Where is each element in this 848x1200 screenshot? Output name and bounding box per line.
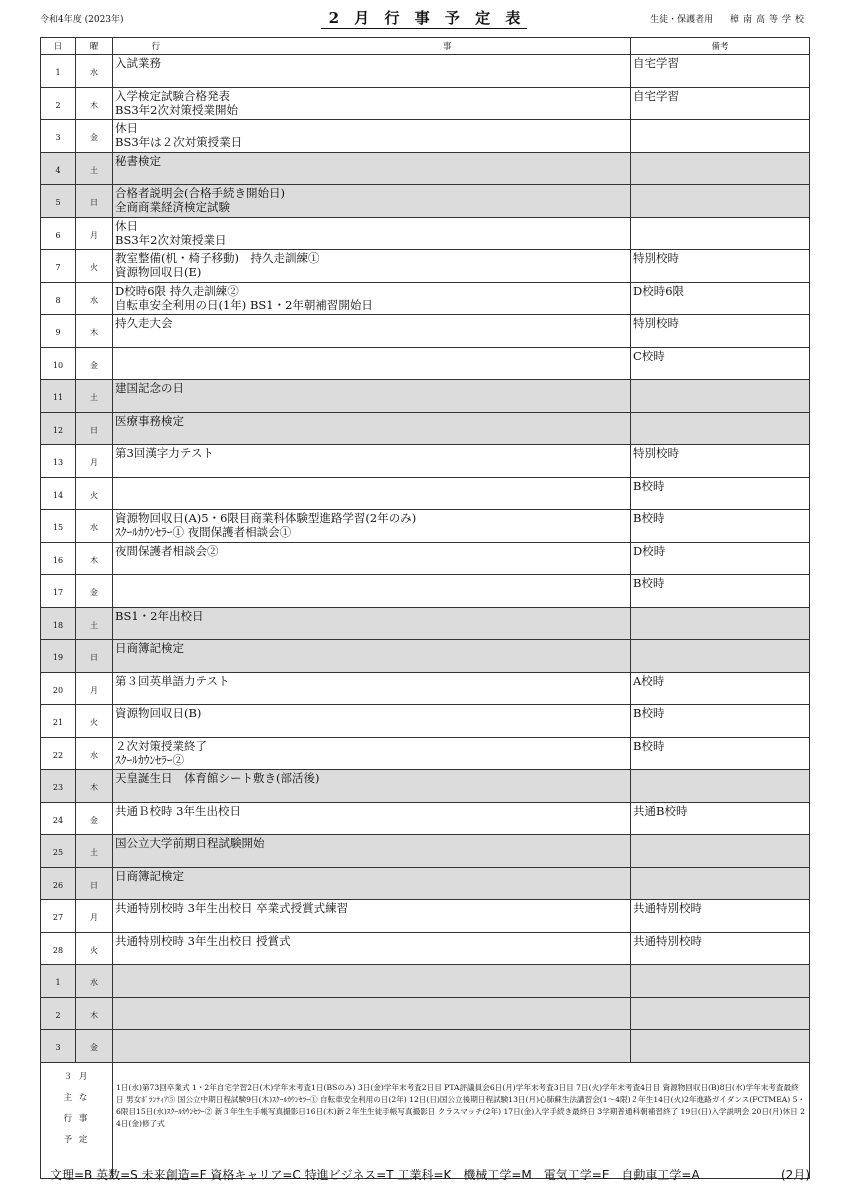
event-line: 共通特別校時 3年生出校日 授賞式 bbox=[115, 933, 291, 948]
event-line: 医療事務検定 bbox=[115, 413, 184, 428]
table-row bbox=[41, 932, 810, 965]
day-cell: 13 bbox=[41, 445, 76, 478]
event-line: 教室整備(机・椅子移動) 持久走訓練① bbox=[115, 251, 320, 265]
day-cell: 12 bbox=[41, 412, 76, 445]
event-line: 資源物回収日(A)5・6限目商業科体験型進路学習(2年のみ) bbox=[115, 511, 417, 525]
table-row bbox=[41, 705, 810, 738]
table-header-row bbox=[41, 38, 810, 55]
event-line: 建国記念の日 bbox=[115, 381, 184, 395]
table-row bbox=[41, 250, 810, 283]
day-cell: 25 bbox=[41, 835, 76, 868]
day-cell: 3 bbox=[41, 1030, 76, 1063]
table-row bbox=[41, 347, 810, 380]
table-row bbox=[41, 997, 810, 1030]
events-column-header: 行 事 bbox=[113, 38, 631, 55]
weekday-cell: 日 bbox=[76, 640, 113, 673]
events-cell bbox=[113, 737, 631, 770]
march-events-row bbox=[41, 1062, 810, 1178]
events-cell bbox=[113, 250, 631, 283]
weekday-cell: 金 bbox=[76, 120, 113, 153]
notes-cell bbox=[631, 997, 810, 1030]
event-line: 合格者説明会(合格手続き開始日) bbox=[115, 186, 285, 200]
table-row bbox=[41, 835, 810, 868]
notes-cell: 共通特別校時 bbox=[631, 900, 810, 933]
notes-cell: D校時6限 bbox=[631, 282, 810, 315]
weekday-cell: 日 bbox=[76, 867, 113, 900]
weekday-cell: 火 bbox=[76, 250, 113, 283]
day-cell: 19 bbox=[41, 640, 76, 673]
table-row bbox=[41, 185, 810, 218]
events-cell bbox=[113, 380, 631, 413]
weekday-cell: 木 bbox=[76, 997, 113, 1030]
course-legend: 文理=B 英数=S 未来創造=F 資格キャリア=C 特進ビジネス=T 工業科=K 機械工学=M 電気工学=E 自動車工学=A bbox=[50, 1168, 700, 1182]
weekday-cell: 金 bbox=[76, 575, 113, 608]
table-row bbox=[41, 152, 810, 185]
header-right bbox=[650, 14, 808, 34]
table-row bbox=[41, 120, 810, 153]
day-cell: 26 bbox=[41, 867, 76, 900]
day-column-header: 日 bbox=[41, 38, 76, 55]
events-cell bbox=[113, 965, 631, 998]
day-cell: 28 bbox=[41, 932, 76, 965]
events-cell bbox=[113, 347, 631, 380]
era-year: 令和4年度 bbox=[40, 15, 82, 25]
table-row bbox=[41, 282, 810, 315]
event-line: 第3回漢字力テスト bbox=[115, 446, 214, 460]
weekday-cell: 金 bbox=[76, 802, 113, 835]
notes-cell: 特別校時 bbox=[631, 315, 810, 348]
table-row bbox=[41, 477, 810, 510]
event-line: 秘書検定 bbox=[115, 153, 161, 168]
events-cell bbox=[113, 477, 631, 510]
notes-cell bbox=[631, 1030, 810, 1063]
march-label-line: ３ 月 bbox=[63, 1071, 90, 1082]
day-cell: 1 bbox=[41, 55, 76, 88]
event-line: 持久走大会 bbox=[115, 316, 173, 330]
notes-cell: B校時 bbox=[631, 575, 810, 608]
day-cell: 21 bbox=[41, 705, 76, 738]
weekday-cell: 水 bbox=[76, 965, 113, 998]
event-line: 資源物回収日(B) bbox=[115, 706, 202, 720]
march-label-line: 予 定 bbox=[63, 1134, 90, 1145]
event-line: 自転車安全利用の日(1年) BS1・2年朝補習開始日 bbox=[115, 297, 373, 312]
day-cell: 16 bbox=[41, 542, 76, 575]
notes-cell: 特別校時 bbox=[631, 445, 810, 478]
weekday-cell: 土 bbox=[76, 152, 113, 185]
day-cell: 2 bbox=[41, 87, 76, 120]
school-name: 樟南高等学校 bbox=[729, 15, 808, 25]
day-cell: 23 bbox=[41, 770, 76, 803]
event-line: 国公立大学前期日程試験開始 bbox=[115, 836, 265, 850]
event-line: ｽｸｰﾙｶｳﾝｾﾗｰ① 夜間保護者相談会① bbox=[115, 525, 292, 539]
day-cell: 7 bbox=[41, 250, 76, 283]
table-row bbox=[41, 965, 810, 998]
table-row bbox=[41, 87, 810, 120]
notes-cell: 特別校時 bbox=[631, 250, 810, 283]
notes-cell bbox=[631, 217, 810, 250]
notes-cell: B校時 bbox=[631, 737, 810, 770]
weekday-cell: 木 bbox=[76, 87, 113, 120]
notes-cell: D校時 bbox=[631, 542, 810, 575]
title-text: 2 月 行 事 予 定 表 bbox=[321, 9, 528, 29]
day-cell: 18 bbox=[41, 607, 76, 640]
table-row bbox=[41, 607, 810, 640]
event-line: 全商商業経済検定試験 bbox=[115, 200, 230, 214]
weekday-cell: 水 bbox=[76, 55, 113, 88]
event-line: ｽｸｰﾙｶｳﾝｾﾗｰ② bbox=[115, 752, 184, 767]
event-line: 日商簿記検定 bbox=[115, 641, 184, 655]
day-cell: 6 bbox=[41, 217, 76, 250]
footer bbox=[50, 1166, 810, 1183]
events-cell bbox=[113, 120, 631, 153]
table-row bbox=[41, 770, 810, 803]
weekday-cell: 火 bbox=[76, 477, 113, 510]
weekday-cell: 木 bbox=[76, 770, 113, 803]
day-cell: 20 bbox=[41, 672, 76, 705]
table-row bbox=[41, 445, 810, 478]
day-cell: 10 bbox=[41, 347, 76, 380]
table-row bbox=[41, 412, 810, 445]
table-row bbox=[41, 575, 810, 608]
weekday-cell: 月 bbox=[76, 672, 113, 705]
notes-cell: 自宅学習 bbox=[631, 87, 810, 120]
march-label bbox=[41, 1062, 113, 1178]
weekday-cell: 月 bbox=[76, 900, 113, 933]
events-cell bbox=[113, 282, 631, 315]
notes-cell bbox=[631, 412, 810, 445]
table-row bbox=[41, 867, 810, 900]
notes-cell: C校時 bbox=[631, 347, 810, 380]
event-line: BS3年2次対策授業開始 bbox=[115, 102, 238, 117]
events-cell bbox=[113, 770, 631, 803]
event-line: 休日 bbox=[115, 218, 138, 233]
notes-cell bbox=[631, 607, 810, 640]
day-cell: 3 bbox=[41, 120, 76, 153]
event-line: 共通特別校時 3年生出校日 卒業式授賞式練習 bbox=[115, 901, 349, 915]
table-row bbox=[41, 802, 810, 835]
event-line: BS1・2年出校日 bbox=[115, 608, 204, 623]
calendar-year: (2023年) bbox=[84, 15, 124, 25]
table-row bbox=[41, 1030, 810, 1063]
day-cell: 2 bbox=[41, 997, 76, 1030]
weekday-cell: 土 bbox=[76, 380, 113, 413]
weekday-cell: 金 bbox=[76, 347, 113, 380]
weekday-cell: 月 bbox=[76, 217, 113, 250]
notes-cell: 共通特別校時 bbox=[631, 932, 810, 965]
weekday-cell: 日 bbox=[76, 185, 113, 218]
events-cell bbox=[113, 315, 631, 348]
day-cell: 27 bbox=[41, 900, 76, 933]
event-line: 天皇誕生日 体育館シート敷き(部活後) bbox=[115, 771, 320, 785]
day-cell: 1 bbox=[41, 965, 76, 998]
events-cell bbox=[113, 445, 631, 478]
events-cell bbox=[113, 217, 631, 250]
event-line: BS3年2次対策授業日 bbox=[115, 232, 227, 247]
notes-cell bbox=[631, 640, 810, 673]
events-cell bbox=[113, 1030, 631, 1063]
table-row bbox=[41, 510, 810, 543]
weekday-cell: 月 bbox=[76, 445, 113, 478]
notes-cell bbox=[631, 867, 810, 900]
events-cell bbox=[113, 900, 631, 933]
weekday-cell: 木 bbox=[76, 315, 113, 348]
events-cell bbox=[113, 542, 631, 575]
notes-cell: 自宅学習 bbox=[631, 55, 810, 88]
event-line: BS3年は２次対策授業日 bbox=[115, 135, 243, 149]
event-line: 夜間保護者相談会② bbox=[115, 543, 219, 558]
events-cell bbox=[113, 997, 631, 1030]
notes-cell: 共通B校時 bbox=[631, 802, 810, 835]
notes-cell bbox=[631, 835, 810, 868]
day-cell: 9 bbox=[41, 315, 76, 348]
weekday-cell: 水 bbox=[76, 282, 113, 315]
day-cell: 24 bbox=[41, 802, 76, 835]
march-label-line: 主 な bbox=[63, 1092, 90, 1103]
weekday-cell: 土 bbox=[76, 835, 113, 868]
notes-cell bbox=[631, 120, 810, 153]
weekday-cell: 水 bbox=[76, 737, 113, 770]
events-cell bbox=[113, 932, 631, 965]
day-cell: 15 bbox=[41, 510, 76, 543]
events-cell bbox=[113, 705, 631, 738]
events-cell bbox=[113, 575, 631, 608]
event-line: 第３回英単語力テスト bbox=[115, 673, 230, 688]
weekday-cell: 金 bbox=[76, 1030, 113, 1063]
table-row bbox=[41, 640, 810, 673]
events-cell bbox=[113, 640, 631, 673]
notes-cell bbox=[631, 185, 810, 218]
weekday-cell: 水 bbox=[76, 510, 113, 543]
table-row bbox=[41, 217, 810, 250]
events-cell bbox=[113, 412, 631, 445]
weekday-column-header: 曜 bbox=[76, 38, 113, 55]
table-row bbox=[41, 315, 810, 348]
event-line: 休日 bbox=[115, 121, 138, 135]
weekday-cell: 日 bbox=[76, 412, 113, 445]
notes-column-header: 備考 bbox=[631, 38, 810, 55]
events-cell bbox=[113, 607, 631, 640]
events-cell bbox=[113, 152, 631, 185]
weekday-cell: 土 bbox=[76, 607, 113, 640]
notes-cell bbox=[631, 152, 810, 185]
events-cell bbox=[113, 55, 631, 88]
march-events-text: 1日(水)第73回卒業式 1・2年自宅学習2日(木)学年末考査1日(BSのみ) 3日(金)学年末考査2日目 PTA評議員会6日(月)学年末考査3日目 7日(火)学年末考査4日目 資源物回収日(B)8日(水)学年末考査最終日 男女ﾎﾞﾗﾝﾃｨｱ⑤ 国公立中期日程試験9日(木)ｽｸｰﾙｶｳﾝｾﾗｰ① 自転車安全利用の日(2年) 12日(日)国公立後期日程試験13日(月)心肺蘇生法講習会(1～4限)２年生14日(火)2年進路ガイダンス(FCTMEA) 5・6限目15日(水)ｽｸｰﾙｶｳﾝｾﾗｰ② 新３年生生手帳写真撮影日16日(木)新２年生生徒手帳写真撮影日 クラスマッチ(2年) 17日(金)入学手続き最終日 3学期普通科朝補習終了 19日(日)入学説明会 20日(月)休日 24日(金)修了式 bbox=[113, 1062, 810, 1178]
events-cell bbox=[113, 867, 631, 900]
notes-cell bbox=[631, 965, 810, 998]
notes-cell: A校時 bbox=[631, 672, 810, 705]
events-cell bbox=[113, 835, 631, 868]
event-line: 入学検定試験合格発表 bbox=[115, 88, 230, 103]
notes-cell bbox=[631, 380, 810, 413]
events-cell bbox=[113, 672, 631, 705]
events-cell bbox=[113, 185, 631, 218]
schedule-table bbox=[40, 37, 810, 1179]
table-row bbox=[41, 380, 810, 413]
event-line: 入試業務 bbox=[115, 56, 161, 70]
events-cell bbox=[113, 802, 631, 835]
day-cell: 8 bbox=[41, 282, 76, 315]
events-cell bbox=[113, 510, 631, 543]
weekday-cell: 木 bbox=[76, 542, 113, 575]
notes-cell bbox=[631, 770, 810, 803]
day-cell: 14 bbox=[41, 477, 76, 510]
audience-label: 生徒・保護者用 bbox=[650, 15, 714, 25]
table-row bbox=[41, 55, 810, 88]
weekday-cell: 火 bbox=[76, 932, 113, 965]
events-cell bbox=[113, 87, 631, 120]
march-label-line: 行 事 bbox=[63, 1113, 90, 1124]
table-row bbox=[41, 900, 810, 933]
table-row bbox=[41, 542, 810, 575]
notes-cell: B校時 bbox=[631, 477, 810, 510]
day-cell: 5 bbox=[41, 185, 76, 218]
day-cell: 17 bbox=[41, 575, 76, 608]
event-line: 共通Ｂ校時 3年生出校日 bbox=[115, 803, 241, 818]
event-line: 資源物回収日(E) bbox=[115, 265, 202, 279]
table-row bbox=[41, 672, 810, 705]
weekday-cell: 火 bbox=[76, 705, 113, 738]
event-line: D校時6限 持久走訓練② bbox=[115, 283, 239, 298]
notes-cell: B校時 bbox=[631, 510, 810, 543]
day-cell: 11 bbox=[41, 380, 76, 413]
event-line: ２次対策授業終了 bbox=[115, 738, 207, 753]
table-row bbox=[41, 737, 810, 770]
notes-cell: B校時 bbox=[631, 705, 810, 738]
page-label: (2月) bbox=[781, 1168, 810, 1182]
day-cell: 22 bbox=[41, 737, 76, 770]
day-cell: 4 bbox=[41, 152, 76, 185]
event-line: 日商簿記検定 bbox=[115, 868, 184, 883]
